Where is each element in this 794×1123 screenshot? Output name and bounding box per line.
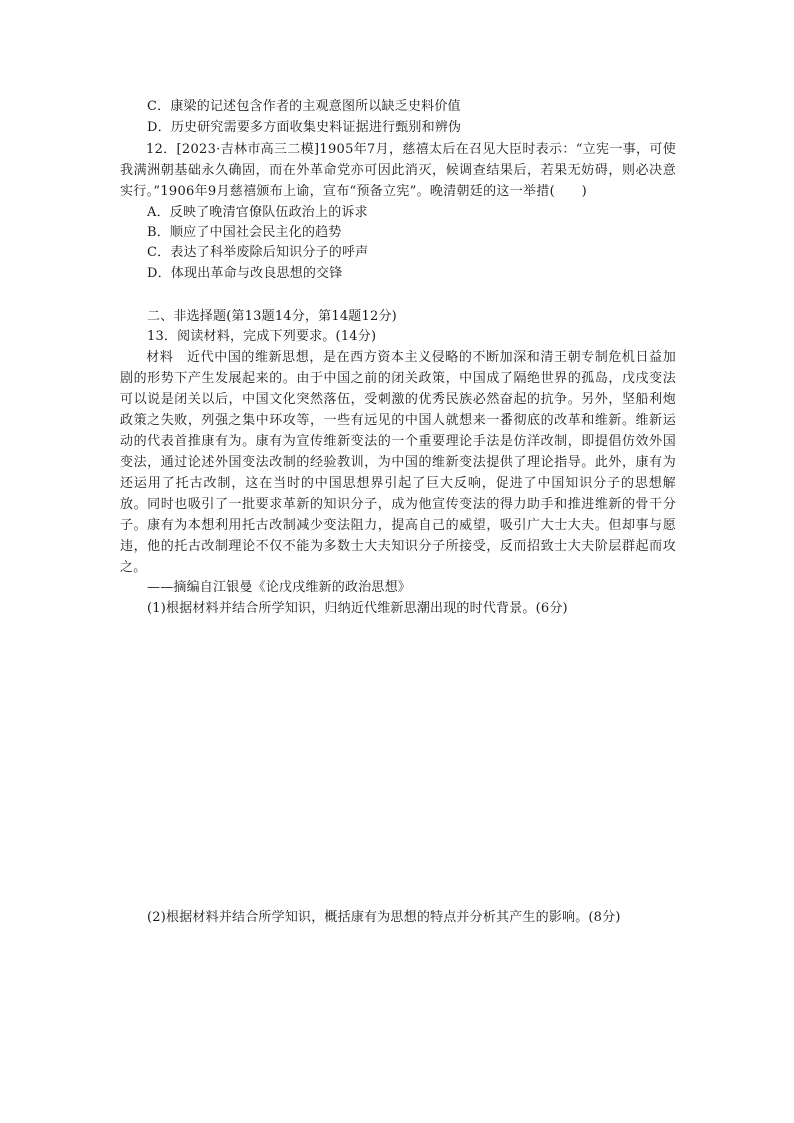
q13-intro: 13．阅读材料，完成下列要求。(14分)	[147, 329, 377, 344]
q12-option-b: B．顺应了中国社会民主化的趋势	[147, 225, 342, 240]
q12-option-a: A．反映了晚清官僚队伍政治上的诉求	[147, 205, 368, 220]
q13-sub1: (1)根据材料并结合所学知识，归纳近代维新思潮出现的时代背景。(6分)	[147, 601, 568, 616]
q12-stem	[120, 139, 676, 202]
q13-sub2: (2)根据材料并结合所学知识，概括康有为思想的特点并分析其产生的影响。(8分)	[147, 910, 621, 925]
q12-option-c: C．表达了科举废除后知识分子的呼声	[147, 245, 369, 260]
q13-material-text: 材料 近代中国的维新思想，是在西方资本主义侵略的不断加深和清王朝专制危机日益加剧的形势下产生发展起来的。由于中国之前的闭关政策，中国成了隔绝世界的孤岛，戊戌变法可以说是闭关以后，中国文化突然落伍，受刺激的优秀民族必然奋起的抗争。另外，坚船利炮政策之失败，列强之集中环攻等，一些有远见的中国人就想来一番彻底的改革和维新。维新运动的代表首推康有为。康有为宣传维新变法的一个重要理论手法是仿洋改制，即提倡仿效外国变法，通过论述外国变法改制的经验教训，为中国的维新变法提供了理论指导。此外，康有为还运用了托古改制，这在当时的中国思想界引起了巨大反响，促进了中国知识分子的思想解放。同时也吸引了一批要求革新的知识分子，成为他宣传变法的得力助手和推进维新的骨干分子。康有为本想利用托古改制减少变法阻力，提高自己的威望，吸引广大士大夫。但却事与愿违，他的托古改制理论不仅不能为多数士大夫知识分子所接受，反而招致士大夫阶层群起而攻之。	[120, 350, 676, 575]
q11-option-d: D．历史研究需要多方面收集史料证据进行甄别和辨伪	[147, 120, 462, 135]
material-source: ——摘编自江银曼《论戊戌维新的政治思想》	[147, 580, 412, 595]
q12-option-d: D．体现出革命与改良思想的交锋	[147, 266, 343, 281]
q13-material	[120, 347, 676, 578]
q12-stem-text: 12．[2023·吉林市高三二模]1905年7月，慈禧太后在召见大臣时表示：“立宪一事，可使我满洲朝基础永久确固，而在外革命党亦可因此消灭，候调查结果后，若果无妨碍，则必决意实行。”1906年9月慈禧颁布上谕，宣布“预备立宪”。晚清朝廷的这一举措( )	[120, 142, 676, 199]
section-heading: 二、非选择题(第13题14分，第14题12分)	[147, 309, 397, 324]
q11-option-c: C．康梁的记述包含作者的主观意图所以缺乏史料价值	[147, 99, 461, 114]
